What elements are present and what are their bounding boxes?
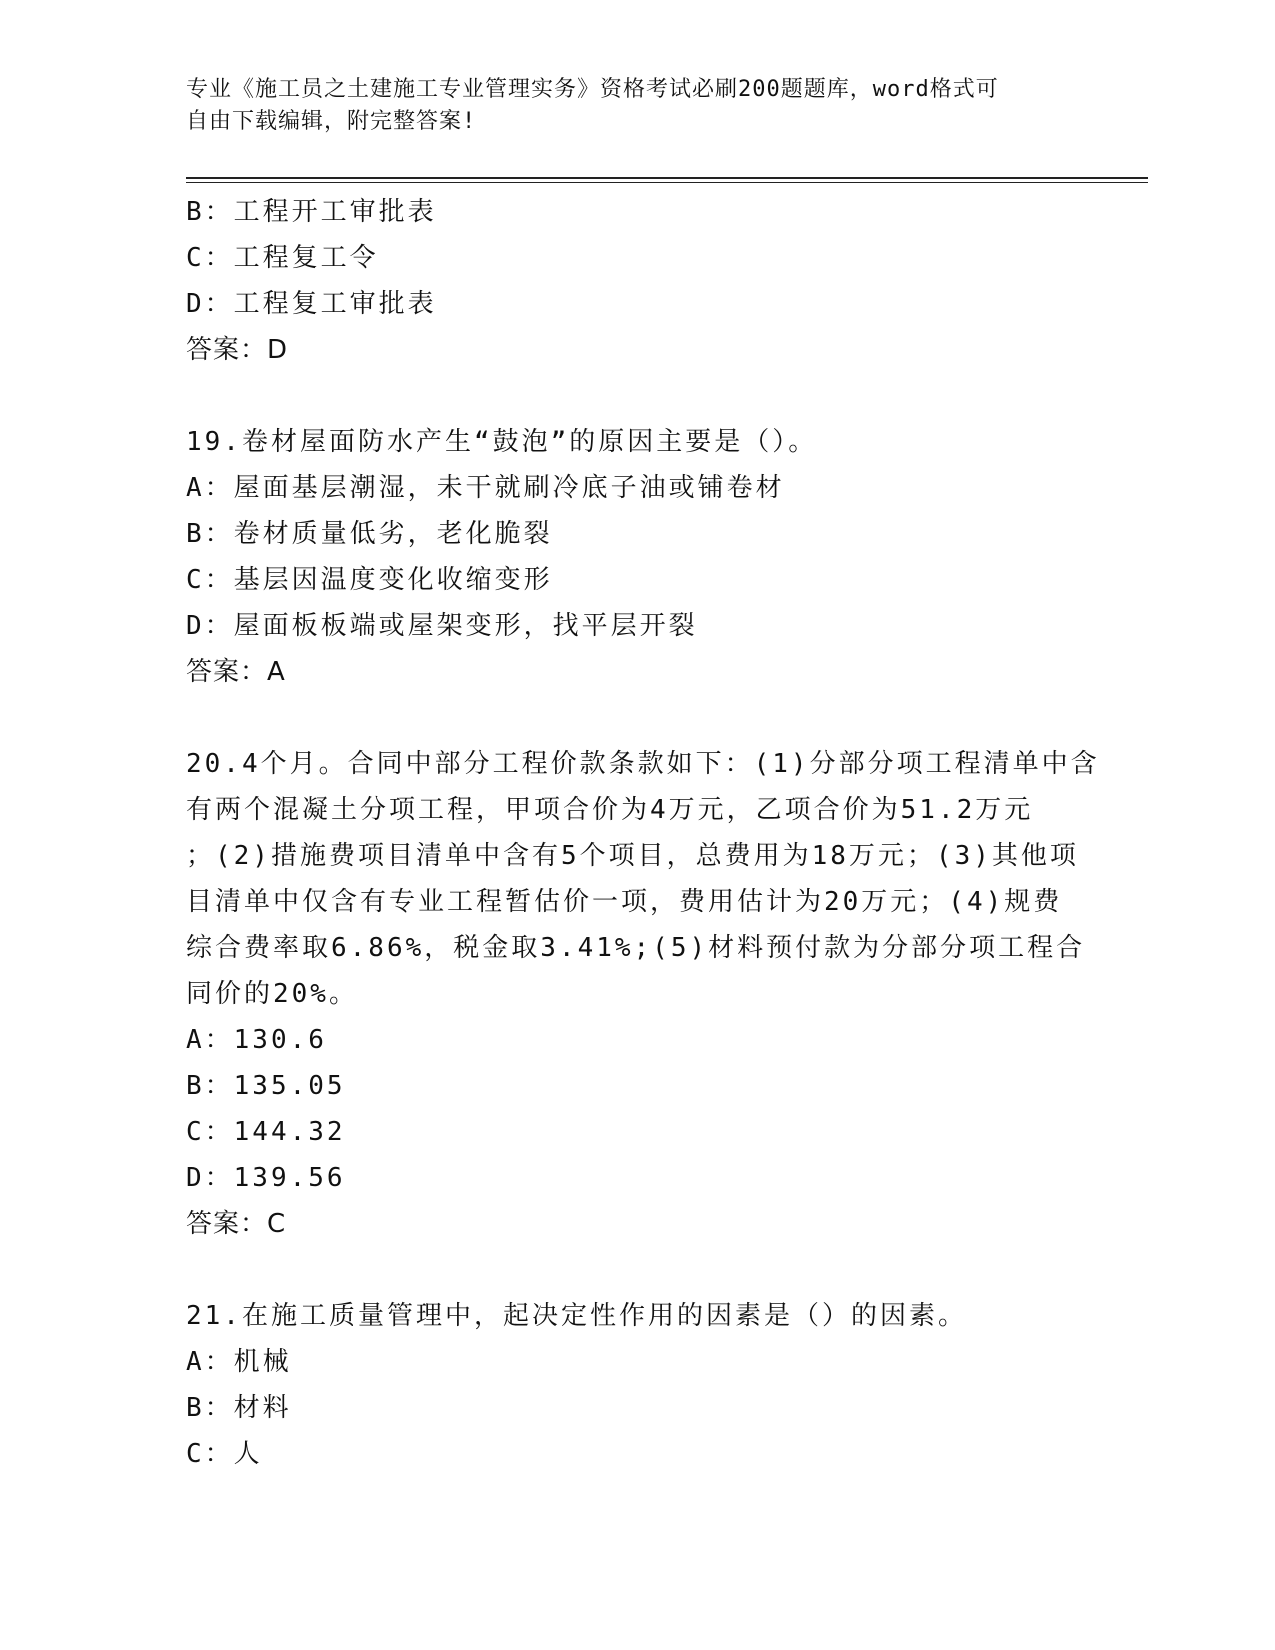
header-line-1: 专业《施工员之土建施工专业管理实务》资格考试必刷200题题库，word格式可 bbox=[186, 77, 999, 102]
q20-answer: 答案：C bbox=[186, 1209, 287, 1239]
q20-option-b: B：135.05 bbox=[186, 1071, 346, 1101]
q21-stem: 21.在施工质量管理中，起决定性作用的因素是（）的因素。 bbox=[186, 1301, 967, 1331]
q19-option-d: D：屋面板板端或屋架变形，找平层开裂 bbox=[186, 611, 698, 641]
document-header bbox=[186, 74, 1066, 138]
header-divider-thin bbox=[186, 182, 1148, 183]
q20-stem-line-6: 同价的20%。 bbox=[186, 979, 358, 1009]
q18-option-d: D：工程复工审批表 bbox=[186, 289, 437, 319]
q20-stem-line-2: 有两个混凝土分项工程，甲项合价为4万元，乙项合价为51.2万元 bbox=[186, 795, 1034, 825]
q20-stem-line-3: ；(2)措施费项目清单中含有5个项目，总费用为18万元；(3)其他项 bbox=[186, 841, 1079, 871]
header-divider-thick bbox=[186, 177, 1148, 179]
header-line-2: 自由下载编辑，附完整答案! bbox=[186, 109, 477, 134]
q19-option-c: C：基层因温度变化收缩变形 bbox=[186, 565, 553, 595]
q18-answer: 答案：D bbox=[186, 335, 289, 365]
q18-option-b: B：工程开工审批表 bbox=[186, 197, 437, 227]
q19-option-b: B：卷材质量低劣，老化脆裂 bbox=[186, 519, 553, 549]
q20-stem-line-5: 综合费率取6.86%，税金取3.41%;(5)材料预付款为分部分项工程合 bbox=[186, 933, 1086, 963]
question-content bbox=[186, 189, 1100, 1477]
spacer bbox=[186, 695, 1086, 741]
q21-option-b: B：材料 bbox=[186, 1393, 292, 1423]
q19-answer: 答案：A bbox=[186, 657, 286, 687]
q21-option-a: A：机械 bbox=[186, 1347, 292, 1377]
spacer bbox=[186, 1247, 1086, 1293]
q20-option-d: D：139.56 bbox=[186, 1163, 346, 1193]
q20-option-c: C：144.32 bbox=[186, 1117, 346, 1147]
q18-option-c: C：工程复工令 bbox=[186, 243, 379, 273]
q20-option-a: A：130.6 bbox=[186, 1025, 327, 1055]
spacer bbox=[186, 373, 1086, 419]
q19-option-a: A：屋面基层潮湿，未干就刷冷底子油或铺卷材 bbox=[186, 473, 785, 503]
q20-stem-line-4: 目清单中仅含有专业工程暂估价一项，费用估计为20万元；(4)规费 bbox=[186, 887, 1063, 917]
q19-stem: 19.卷材屋面防水产生“鼓泡”的原因主要是（）。 bbox=[186, 427, 818, 457]
q21-option-c: C：人 bbox=[186, 1439, 263, 1469]
q20-stem-line-1: 20.4个月。合同中部分工程价款条款如下：(1)分部分项工程清单中含 bbox=[186, 749, 1100, 779]
